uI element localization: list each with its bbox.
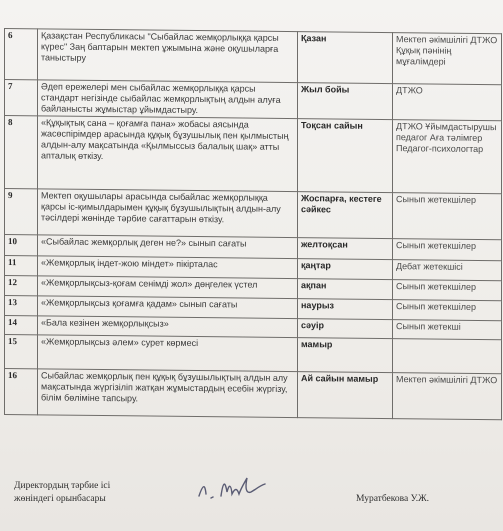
term-cell: Тоқсан сайын bbox=[298, 119, 393, 193]
plan-table bbox=[4, 28, 502, 420]
event-cell: «Жемқорлықсыз қоғамға қадам» сынып сағаты bbox=[38, 296, 298, 319]
event-cell: Әдеп ережелері мен сыбайлас жемқорлыққа қарсы стандарт негізінде сыбайлас жемқорлықтың алдын алуға байланысты жұмыстар ұйымдастыру. bbox=[38, 80, 298, 119]
footer-position bbox=[14, 480, 110, 506]
term-cell: наурыз bbox=[298, 299, 393, 320]
event-cell: «Жемқорлық індет-жою міндет» пікірталас bbox=[38, 256, 298, 279]
responsible-cell: Сынып жетекшілер bbox=[393, 193, 502, 240]
term-cell: Жыл бойы bbox=[298, 83, 393, 120]
responsible-cell: Мектеп әкімшілігі ДТЖО bbox=[393, 373, 502, 420]
responsible-cell: ДТЖО bbox=[393, 84, 502, 121]
term-cell: қаңтар bbox=[298, 259, 393, 280]
term-cell: Қазан bbox=[298, 32, 393, 84]
responsible-cell: ДТЖО Ұйымдастырушы педагог Аға тәлімгер Педагог-психологтар bbox=[393, 120, 502, 194]
term-cell: желтоқсан bbox=[298, 238, 393, 260]
event-cell: Мектеп оқушылары арасында сыбайлас жемқорлыққа қарсы іс-қимылдарымен құқық бұзушылықтың алдын-алу тәсілдері жөнінде тәрбие сағаттарын өткізу. bbox=[38, 189, 298, 238]
responsible-cell: Дебат жетекшісі bbox=[393, 260, 502, 281]
term-cell: ақпан bbox=[298, 279, 393, 300]
responsible-cell bbox=[393, 339, 502, 374]
table-row bbox=[5, 369, 502, 420]
event-cell: «Құқықтық сана – қоғамға пана» жобасы аясында жасөспірімдер арасында құқық бұзушылық пен қылмыстың алдын-алу мақсатында «Қылмыссыз балалық шақ» атты апталық өткізу. bbox=[38, 116, 298, 192]
responsible-cell: Мектеп әкімшілігі ДТЖО Құқық пәнінің мұғалімдері bbox=[393, 33, 502, 85]
table-row bbox=[5, 335, 502, 374]
responsible-cell: Сынып жетекші bbox=[393, 320, 502, 340]
event-cell: Қазақстан Республикасы "Сыбайлас жемқорлыққа қарсы күрес" Заң баптарын мектеп ұжымына және оқушыларға таныстыру bbox=[38, 29, 298, 83]
term-cell: сәуір bbox=[298, 319, 393, 339]
table-row bbox=[5, 116, 502, 194]
row-number: 9 bbox=[5, 189, 38, 235]
signature bbox=[195, 474, 275, 506]
term-cell: Жоспарға, кестеге сәйкес bbox=[298, 192, 393, 239]
table-row bbox=[5, 29, 502, 85]
row-number: 12 bbox=[5, 276, 38, 296]
responsible-cell: Сынып жетекшілер bbox=[393, 280, 502, 301]
position-line-2: жөніндегі орынбасары bbox=[14, 494, 106, 504]
table-row bbox=[5, 80, 502, 121]
row-number: 10 bbox=[5, 235, 38, 256]
row-number: 15 bbox=[5, 335, 38, 369]
event-cell: «Сыбайлас жемқорлық деген не?» сынып сағаты bbox=[38, 235, 298, 259]
event-cell: «Жемқорлықсыз-қоғам сенімді жол» дөңгелек үстел bbox=[38, 276, 298, 299]
responsible-cell: Сынып жетекшілер bbox=[393, 300, 502, 321]
row-number: 13 bbox=[5, 296, 38, 316]
event-cell: Сыбайлас жемқорлық пен құқық бұзушылықтың алдын алу мақсатында жүргізіліп жатқан жұмыстардың есебін жүргізу, білім бөліміне тапсыру. bbox=[38, 369, 298, 418]
row-number: 7 bbox=[5, 80, 38, 116]
row-number: 8 bbox=[5, 116, 38, 189]
term-cell: мамыр bbox=[298, 338, 393, 373]
row-number: 16 bbox=[5, 369, 38, 415]
event-cell: «Жемқорлықсыз әлем» сурет көрмесі bbox=[38, 335, 298, 372]
table-row bbox=[5, 189, 502, 240]
event-cell: «Бала кезінен жемқорлықсыз» bbox=[38, 316, 298, 338]
row-number: 11 bbox=[5, 256, 38, 276]
term-cell: Ай сайын мамыр bbox=[298, 372, 393, 419]
position-line-1: Директордың тәрбие ісі bbox=[14, 481, 111, 491]
row-number: 14 bbox=[5, 316, 38, 335]
responsible-cell: Сынып жетекшілер bbox=[393, 239, 502, 261]
row-number: 6 bbox=[5, 29, 38, 80]
signatory-name: Муратбекова У.Ж. bbox=[356, 494, 430, 504]
